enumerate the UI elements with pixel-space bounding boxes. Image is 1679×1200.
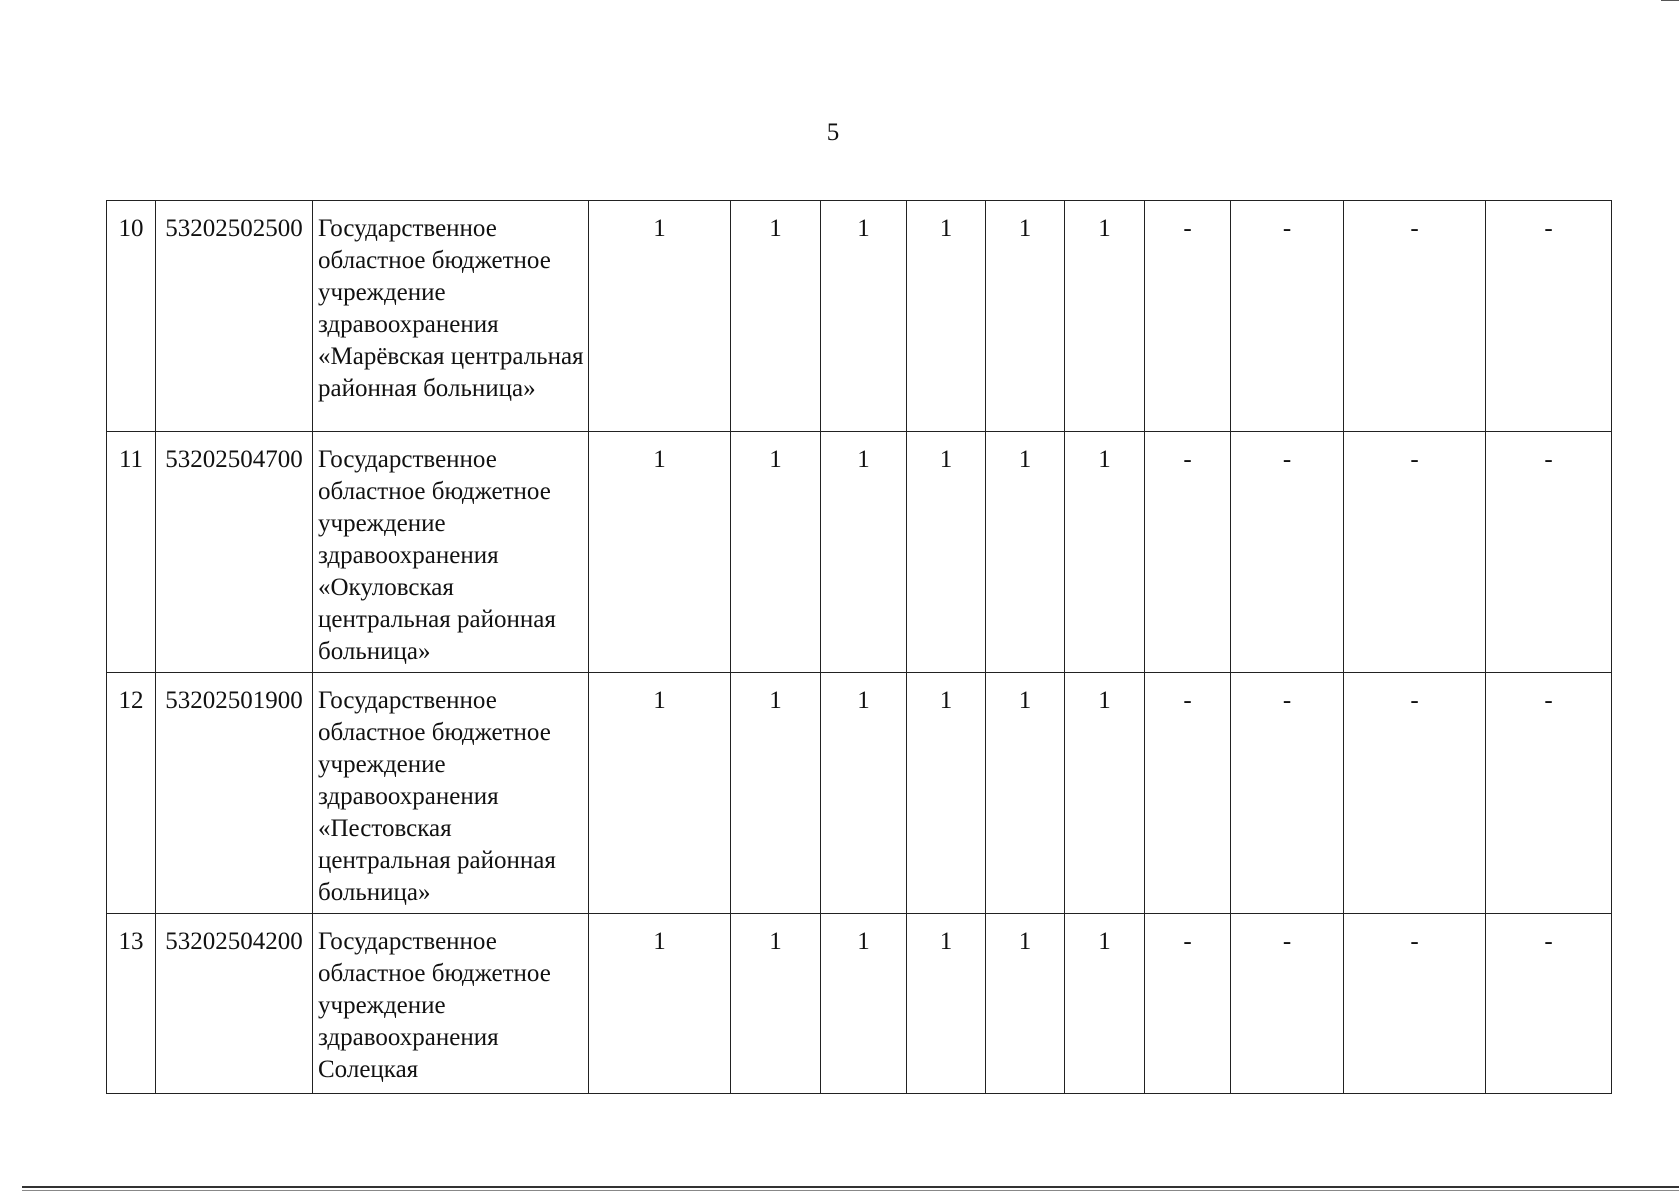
row-number: 13 [107,914,156,1094]
row-name: Государственное областное бюджетное учреждение здравоохранения «Марёвская центральная районная больница» [313,201,589,432]
corner-scan-mark [1661,0,1679,1]
table-row [107,673,1612,914]
row-value-5: 1 [986,201,1065,432]
row-value-4: 1 [907,201,986,432]
row-value-5: 1 [986,673,1065,914]
row-code: 53202501900 [156,673,313,914]
row-dash-2: - [1231,673,1344,914]
row-dash-4: - [1486,432,1612,673]
row-dash-4: - [1486,673,1612,914]
row-number: 10 [107,201,156,432]
row-value-6: 1 [1065,914,1145,1094]
row-value-2: 1 [731,201,821,432]
row-value-2: 1 [731,673,821,914]
page-number: 5 [826,119,840,146]
row-number: 12 [107,673,156,914]
row-value-4: 1 [907,673,986,914]
row-value-6: 1 [1065,673,1145,914]
row-value-3: 1 [821,914,907,1094]
row-value-3: 1 [821,432,907,673]
table-row [107,432,1612,673]
row-dash-1: - [1145,914,1231,1094]
row-code: 53202504200 [156,914,313,1094]
table-row [107,914,1612,1094]
row-value-2: 1 [731,914,821,1094]
row-dash-4: - [1486,914,1612,1094]
row-dash-3: - [1344,201,1486,432]
row-value-1: 1 [589,201,731,432]
bottom-rule [22,1186,1679,1188]
row-name: Государственное областное бюджетное учреждение здравоохранения «Окуловская центральная районная больница» [313,432,589,673]
institutions-table [106,200,1612,1094]
bottom-rule-shadow [22,1190,1679,1191]
row-code: 53202502500 [156,201,313,432]
row-number: 11 [107,432,156,673]
row-dash-4: - [1486,201,1612,432]
row-value-1: 1 [589,914,731,1094]
row-dash-1: - [1145,201,1231,432]
row-dash-3: - [1344,673,1486,914]
table-row [107,201,1612,432]
row-dash-3: - [1344,432,1486,673]
row-value-5: 1 [986,914,1065,1094]
row-value-1: 1 [589,432,731,673]
row-dash-2: - [1231,432,1344,673]
row-value-3: 1 [821,673,907,914]
row-dash-3: - [1344,914,1486,1094]
row-value-4: 1 [907,432,986,673]
row-code: 53202504700 [156,432,313,673]
row-name: Государственное областное бюджетное учреждение здравоохранения «Пестовская центральная районная больница» [313,673,589,914]
row-name: Государственное областное бюджетное учреждение здравоохранения Солецкая [313,914,589,1094]
row-dash-2: - [1231,201,1344,432]
row-value-4: 1 [907,914,986,1094]
row-dash-1: - [1145,673,1231,914]
row-value-3: 1 [821,201,907,432]
row-value-2: 1 [731,432,821,673]
row-value-6: 1 [1065,201,1145,432]
row-dash-2: - [1231,914,1344,1094]
row-value-5: 1 [986,432,1065,673]
row-dash-1: - [1145,432,1231,673]
row-value-1: 1 [589,673,731,914]
row-value-6: 1 [1065,432,1145,673]
